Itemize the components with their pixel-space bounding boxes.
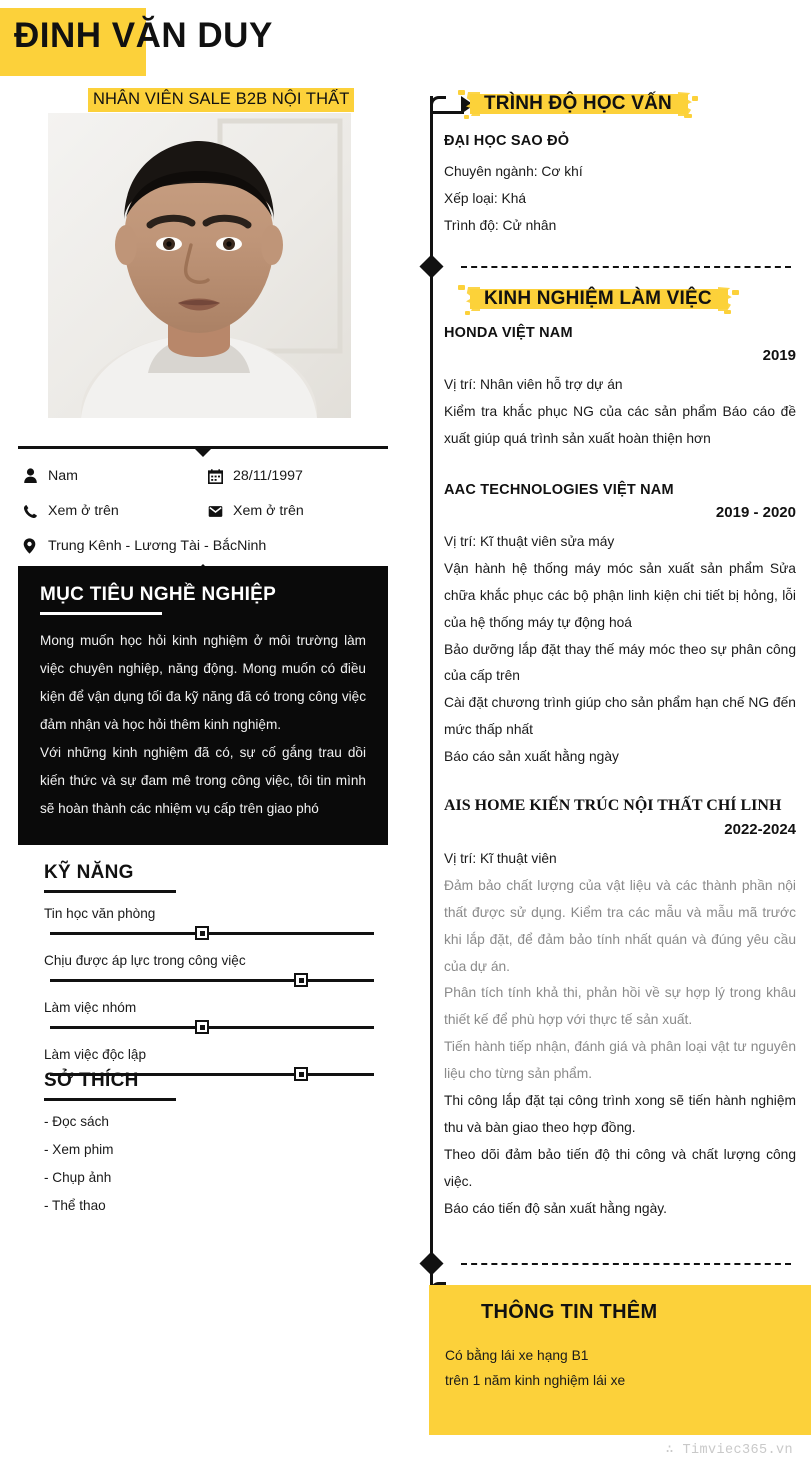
contact-phone	[18, 503, 203, 519]
job-duty: Tiến hành tiếp nhận, đánh giá và phân loại vật tư nguyên liệu cho từng sản phẩm.	[444, 1039, 796, 1082]
skill-slider[interactable]	[44, 926, 374, 940]
objective-paragraph: Mong muốn học hỏi kinh nghiệm ở môi trường làm việc chuyên nghiệp, năng động. Mong muốn có điều kiện để vận dụng tối đa kỹ năng đã có trong công việc đảm nhận và học hỏi thêm kinh nghiệm.	[40, 633, 366, 732]
experience-header	[484, 288, 712, 310]
hobbies-section	[44, 1070, 374, 1213]
contact-row	[18, 494, 388, 529]
education-line: Xếp loại: Khá	[444, 190, 527, 206]
job-position: Vị trí: Kĩ thuật viên sửa máy	[444, 534, 615, 549]
company-name: AIS HOME KIẾN TRÚC NỘI THẤT CHÍ LINH	[444, 797, 782, 814]
hobbies-title: SỞ THÍCH	[44, 1070, 139, 1091]
contact-address	[18, 538, 388, 554]
additional-line: trên 1 năm kinh nghiệm lái xe	[445, 1373, 626, 1388]
job-duty: Vận hành hệ thống máy móc sản xuất sản phẩm Sửa chữa khắc phục các bộ phận linh kiện chi tiết bị hỏng, lỗi của hệ thống máy tự động hoá	[444, 560, 796, 630]
job-duty: Kiểm tra khắc phục NG của các sản phẩm Báo cáo đề xuất giúp quá trình sản xuất hoàn thiện hơn	[444, 403, 796, 446]
experience-title: KINH NGHIỆM LÀM VIỆC	[484, 288, 712, 309]
slider-handle[interactable]	[195, 1020, 209, 1034]
objective-title: MỤC TIÊU NGHỀ NGHIỆP	[40, 584, 277, 605]
hobbies-underline	[44, 1098, 176, 1101]
company-name: AAC TECHNOLOGIES VIỆT NAM	[444, 482, 674, 498]
job-years: 2019 - 2020	[715, 504, 796, 521]
job-position: Vị trí: Kĩ thuật viên	[444, 851, 557, 866]
location-pin-icon	[18, 538, 48, 554]
company-name: HONDA VIỆT NAM	[444, 325, 573, 341]
education-line: Chuyên ngành: Cơ khí	[444, 164, 583, 179]
calendar-icon	[203, 469, 233, 484]
timeline-column	[415, 0, 811, 1465]
objective-paragraph: Với những kinh nghiệm đã có, sự cố gắng trau dồi kiến thức và sự đam mê trong công việc, tôi tin mình sẽ hoàn thành các nhiệm vụ cấp trên giao phó	[40, 745, 366, 816]
birthday-value: 28/11/1997	[233, 468, 303, 484]
education-body	[444, 133, 796, 240]
slider-track	[50, 1026, 374, 1029]
skill-label: Chịu được áp lực trong công việc	[44, 953, 246, 968]
phone-icon	[18, 504, 48, 519]
email-icon	[203, 505, 233, 518]
contact-box	[18, 446, 388, 575]
education-header	[484, 93, 672, 115]
job-years: 2022-2024	[724, 821, 796, 838]
skill-label: Tin học văn phòng	[44, 906, 156, 921]
timeline-divider	[461, 266, 791, 268]
contact-gender	[18, 468, 203, 484]
skill-label: Làm việc nhóm	[44, 1000, 137, 1015]
contact-birthday	[203, 468, 388, 484]
timeline-spine	[430, 96, 433, 1377]
education-title: TRÌNH ĐỘ HỌC VẤN	[484, 93, 672, 114]
gender-value: Nam	[48, 468, 78, 484]
objective-underline	[40, 612, 162, 615]
person-icon	[18, 468, 48, 484]
skill-slider[interactable]	[44, 973, 374, 987]
timeline-divider	[461, 1263, 791, 1265]
job-duty: Thi công lắp đặt tại công trình xong sẽ tiến hành nghiệm thu và bàn giao theo hợp đồng.	[444, 1093, 796, 1135]
contact-row	[18, 529, 388, 564]
job-duty: Cài đặt chương trình giúp cho sản phẩm hạn chế NG đến mức thấp nhất	[444, 695, 796, 738]
watermark: ∴ Timviec365.vn	[665, 1443, 793, 1458]
slider-handle[interactable]	[294, 973, 308, 987]
skills-title: KỸ NĂNG	[44, 862, 134, 883]
skills-section	[44, 862, 374, 1081]
slider-track	[50, 979, 374, 982]
job-duty: Theo dõi đảm bảo tiến độ thi công và chất lượng công việc.	[444, 1146, 796, 1189]
job-entry	[444, 325, 796, 453]
additional-title: THÔNG TIN THÊM	[481, 1301, 658, 1323]
skill-item	[44, 1000, 374, 1034]
address-value: Trung Kênh - Lương Tài - BắcNinh	[48, 538, 267, 554]
contact-email	[203, 503, 388, 519]
job-duty: Đảm bảo chất lượng của vật liệu và các thành phần nội thất được sử dụng. Kiểm tra các mẫu và mẫu mã trước khi lắp đặt, để đảm bảo tính nhất quán và đúng yêu cầu của dự án.	[444, 877, 796, 974]
job-duty: Phân tích tính khả thi, phản hồi về sự hợp lý trong khâu thiết kế để phù hợp với thực tế sản xuất.	[444, 985, 796, 1028]
skills-underline	[44, 890, 176, 893]
school-name: ĐẠI HỌC SAO ĐỎ	[444, 133, 570, 149]
job-entry	[444, 797, 796, 1222]
job-duty: Báo cáo tiến độ sản xuất hằng ngày.	[444, 1200, 667, 1216]
contact-row	[18, 459, 388, 494]
timeline-diamond-marker	[419, 254, 443, 278]
skill-item	[44, 953, 374, 987]
triangle-down-marker	[194, 448, 212, 457]
additional-line: Có bằng lái xe hạng B1	[445, 1348, 589, 1363]
page-title: ĐINH VĂN DUY	[14, 16, 273, 55]
job-duty: Báo cáo sản xuất hằng ngày	[444, 749, 619, 765]
skill-label: Làm việc độc lập	[44, 1047, 147, 1062]
slider-handle[interactable]	[195, 926, 209, 940]
job-duty: Bảo dưỡng lắp đặt thay thế máy móc theo sự phân công của cấp trên	[444, 641, 796, 684]
skill-slider[interactable]	[44, 1020, 374, 1034]
job-years: 2019	[762, 347, 796, 364]
hobby-item: - Đọc sách	[44, 1114, 109, 1129]
avatar	[48, 113, 351, 418]
job-title: NHÂN VIÊN SALE B2B NỘI THẤT	[88, 88, 354, 112]
hobby-item: - Xem phim	[44, 1142, 114, 1157]
portrait-illustration	[48, 113, 351, 418]
email-value: Xem ở trên	[233, 503, 304, 519]
hobby-item: - Chụp ảnh	[44, 1170, 112, 1185]
slider-track	[50, 932, 374, 935]
job-entry	[444, 482, 796, 771]
timeline-diamond-marker	[419, 1251, 443, 1275]
career-objective-section	[18, 566, 388, 845]
education-line: Trình độ: Cử nhân	[444, 217, 557, 233]
job-position: Vị trí: Nhân viên hỗ trợ dự án	[444, 377, 623, 392]
skill-item	[44, 906, 374, 940]
hobby-item: - Thể thao	[44, 1198, 106, 1213]
phone-value: Xem ở trên	[48, 503, 119, 519]
